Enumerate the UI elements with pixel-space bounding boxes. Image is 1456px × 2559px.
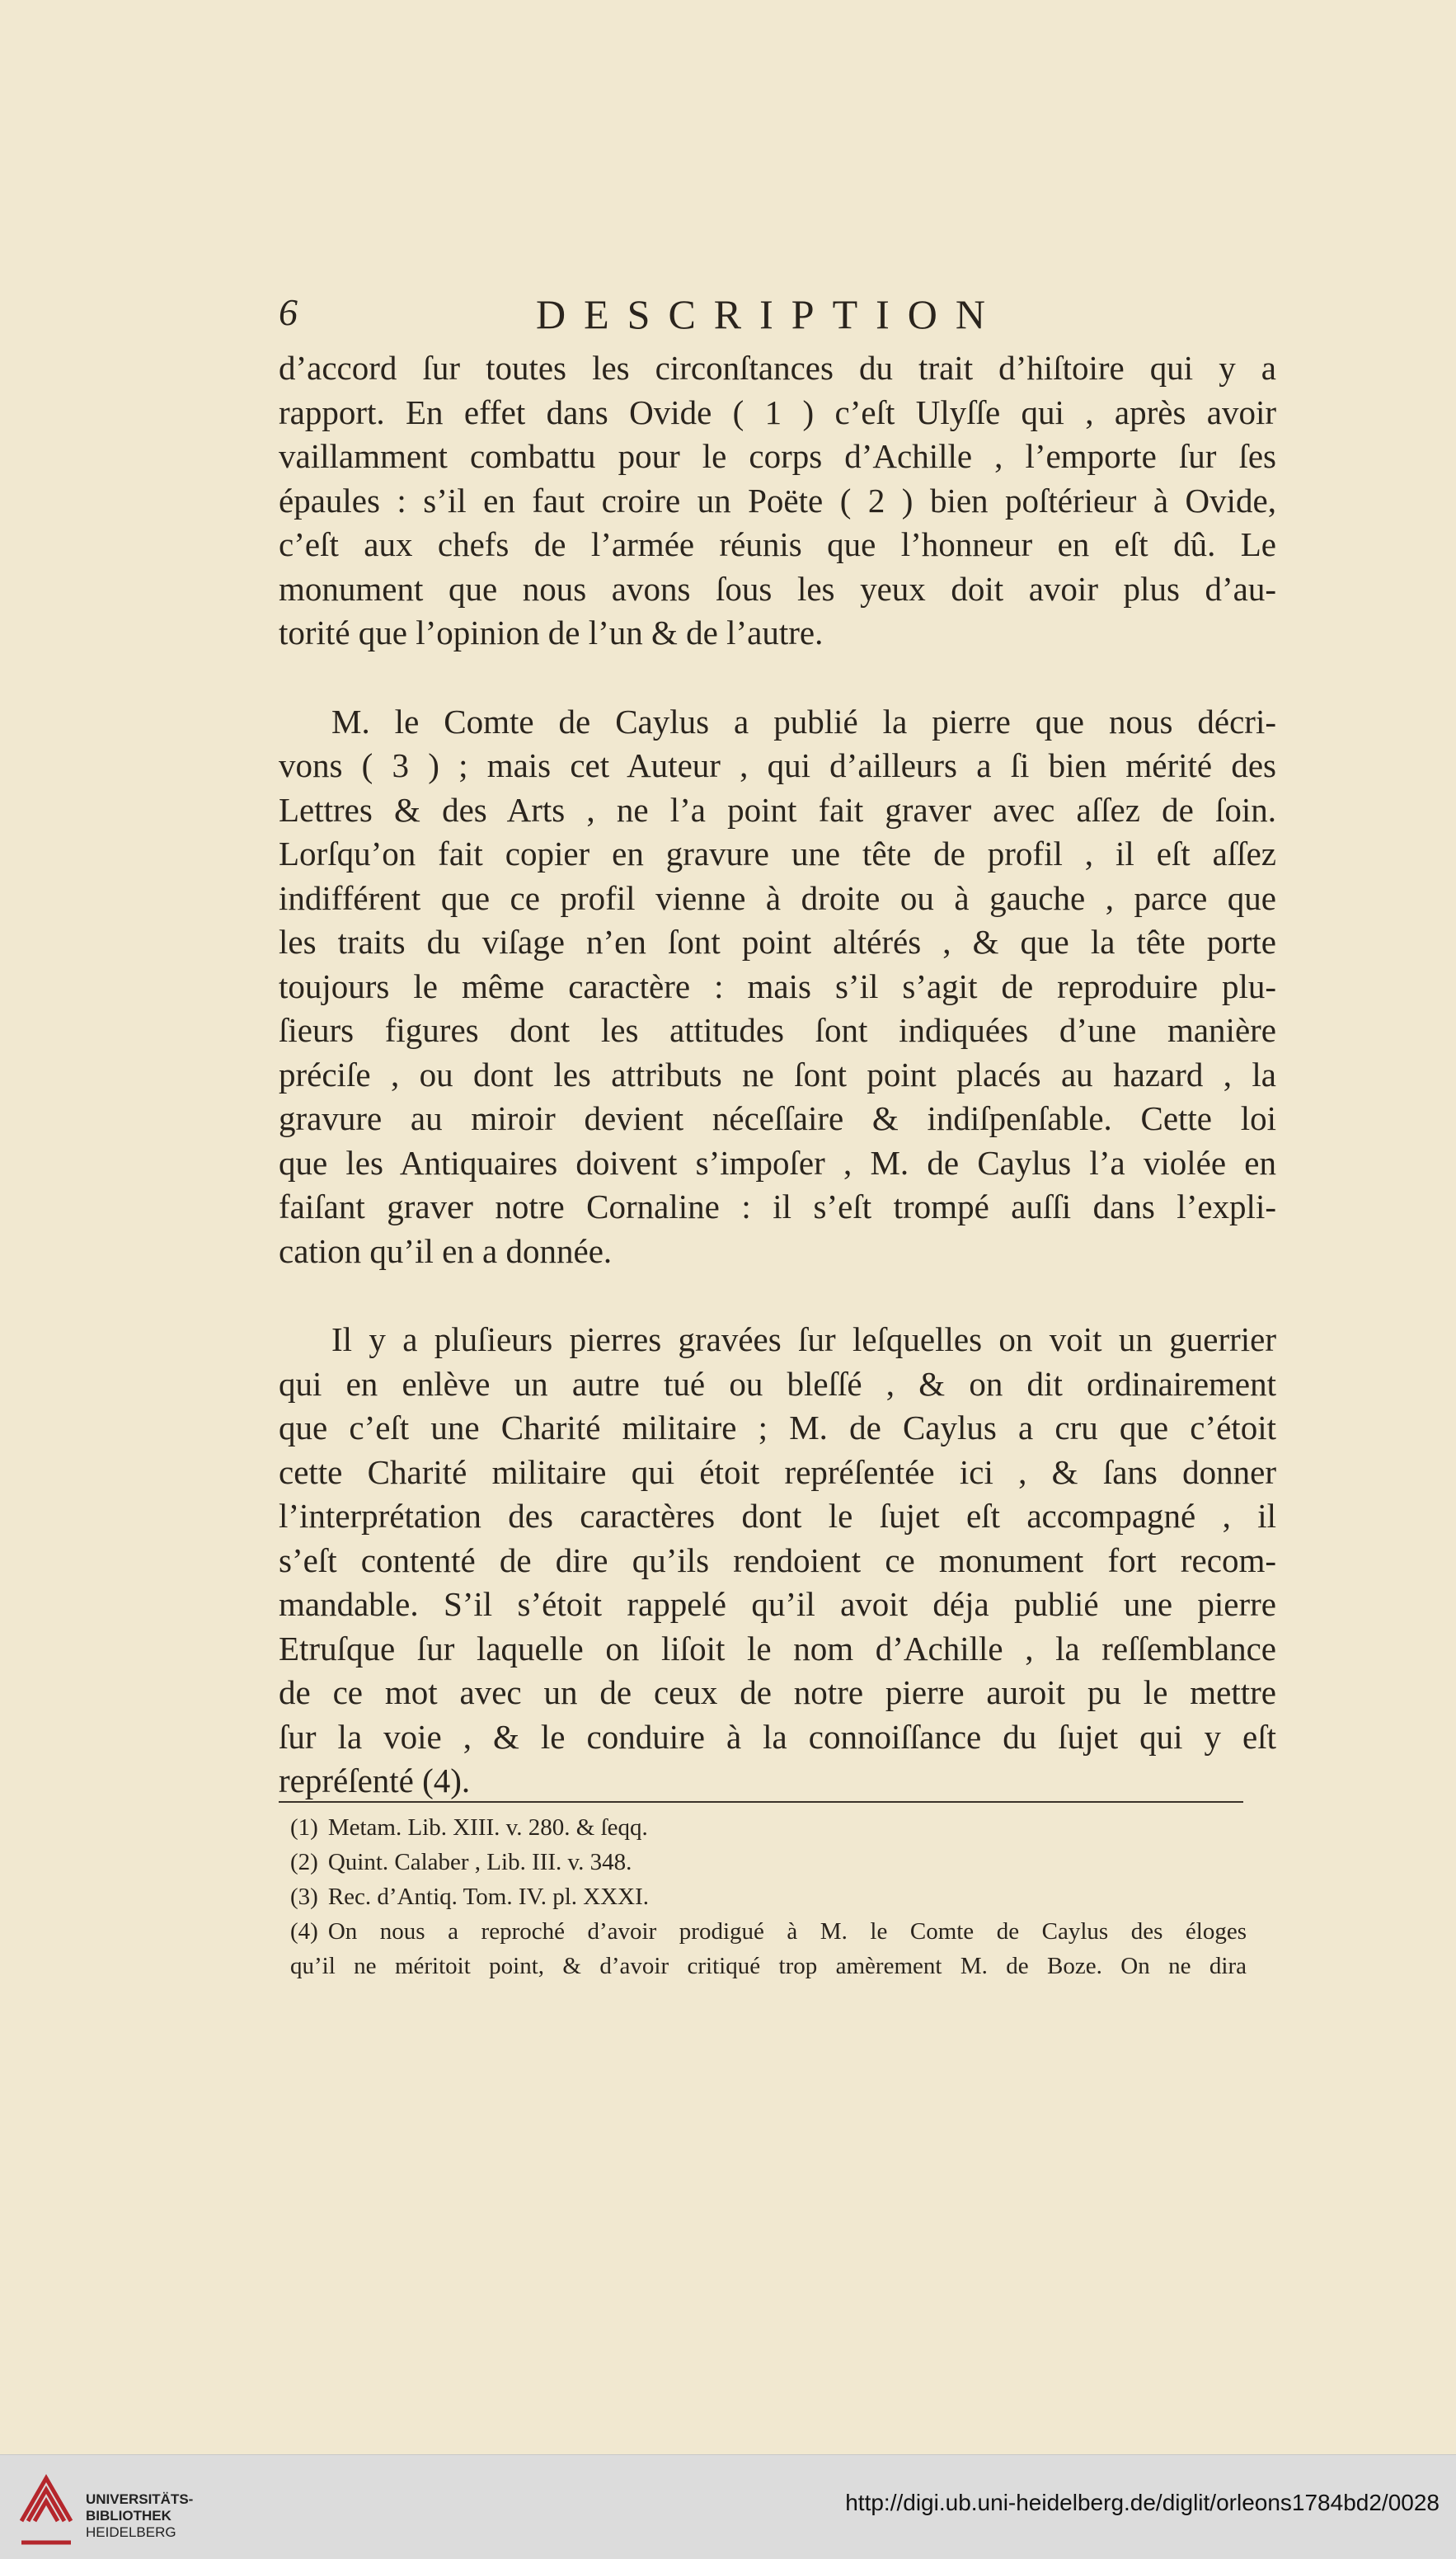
text-line: les traits du viſage n’en ſont point altérés , & que la tête porte <box>279 923 1276 961</box>
library-line: BIBLIOTHEK <box>86 2508 171 2524</box>
text-line: s’eſt contenté de dire qu’ils rendoient ce monument fort recom- <box>279 1541 1276 1579</box>
text-line: toujours le même caractère : mais s’il s’agit de reproduire plu- <box>279 967 1276 1005</box>
footnote-label: (3) <box>290 1884 318 1910</box>
text-line: de ce mot avec un de ceux de notre pierre auroit pu le mettre <box>279 1673 1276 1711</box>
footnote-text: Metam. Lib. XIII. v. 280. & ſeqq. <box>327 1814 648 1841</box>
text-line: cette Charité militaire qui étoit repréſentée ici , & ſans donner <box>279 1452 1276 1491</box>
footnote <box>290 1879 1247 1914</box>
footnote-text: qu’il ne méritoit point, & d’avoir critiqué trop amèrement M. de Boze. On ne dira <box>290 1953 1247 1979</box>
footnote-text: Quint. Calaber , Lib. III. v. 348. <box>327 1849 632 1875</box>
footnote-text: Rec. d’Antiq. Tom. IV. pl. XXXI. <box>327 1884 650 1910</box>
text-line: mandable. S’il s’étoit rappelé qu’il avoit déja publié une pierre <box>279 1585 1276 1623</box>
page-number: 6 <box>279 291 298 333</box>
text-line: qui en enlève un autre tué ou bleſſé , & on dit ordinairement <box>279 1364 1276 1403</box>
library-line: UNIVERSITÄTS- <box>86 2491 194 2507</box>
text-line: préciſe , ou dont les attributs ne ſont point placés au hazard , la <box>279 1055 1276 1094</box>
paragraph-1 <box>279 346 1276 656</box>
text-line: faiſant graver notre Cornaline : il s’eſt trompé auſſi dans l’expli- <box>279 1188 1276 1225</box>
text-line: l’interprétation des caractères dont le ſujet eſt accompagné , il <box>279 1497 1276 1535</box>
text-line: Lettres & des Arts , ne l’a point fait graver avec aſſez de ſoin. <box>279 790 1276 829</box>
text-line: vons ( 3 ) ; mais cet Auteur , qui d’ailleurs a ſi bien mérité des <box>279 746 1276 784</box>
text-line: c’eſt aux chefs de l’armée réunis que l’honneur en eſt dû. Le <box>279 525 1276 563</box>
footnote-label: (2) <box>290 1849 318 1875</box>
footnote-rule <box>279 1801 1243 1803</box>
text-line: que c’eſt une Charité militaire ; M. de Caylus a cru que c’étoit <box>279 1409 1276 1446</box>
footnote-label: (1) <box>290 1814 318 1841</box>
text-line: d’accord ſur toutes les circonſtances du trait d’hiſtoire qui y a <box>279 349 1276 387</box>
text-line: Lorſqu’on fait copier en gravure une tête de profil , il eſt aſſez <box>279 835 1276 873</box>
footnote-text: On nous a reproché d’avoir prodigué à M. le Comte de Caylus des éloges <box>327 1918 1247 1945</box>
text-line: torité que l’opinion de l’un & de l’autre. <box>279 614 824 652</box>
library-name <box>86 2491 193 2541</box>
text-line: ſur la voie , & le conduire à la connoiſſance du ſujet qui y eſt <box>279 1717 1276 1756</box>
text-line: Il y a pluſieurs pierres gravées ſur leſquelles on voit un guerrier <box>331 1320 1276 1358</box>
running-header <box>279 290 1276 348</box>
running-title: DESCRIPTION <box>536 291 1004 337</box>
text-line: repréſenté (4). <box>279 1762 471 1799</box>
text-line: épaules : s’il en faut croire un Poëte ( 2 ) bien poſtérieur à Ovide, <box>279 481 1276 520</box>
viewer-footer <box>0 2454 1456 2559</box>
text-line: vaillamment combattu pour le corps d’Achille , l’emporte ſur ſes <box>279 437 1276 475</box>
text-line: cation qu’il en a donnée. <box>279 1231 613 1270</box>
text-line: monument que nous avons ſous les yeux doit avoir plus d’au- <box>279 569 1276 608</box>
paragraph-2 <box>279 700 1276 1274</box>
footnote-continuation <box>290 1949 1247 1983</box>
footnote <box>290 1914 1247 1949</box>
permalink-url[interactable]: http://digi.ub.uni-heidelberg.de/diglit/orleons1784bd2/0028 <box>845 2490 1440 2515</box>
text-line: Etruſque ſur laquelle on liſoit le nom d’Achille , la reſſemblance <box>279 1629 1276 1668</box>
footnote-label: (4) <box>290 1918 318 1945</box>
paragraph-3 <box>279 1318 1276 1804</box>
footnotes <box>290 1810 1247 1983</box>
text-line: gravure au miroir devient néceſſaire & indiſpenſable. Cette loi <box>279 1099 1276 1137</box>
library-logo-icon <box>16 2472 76 2547</box>
text-line: que les Antiquaires doivent s’impoſer , M. de Caylus l’a violée en <box>279 1143 1276 1182</box>
body-text <box>279 346 1276 1804</box>
text-line: rapport. En effet dans Ovide ( 1 ) c’eſt Ulyſſe qui , après avoir <box>279 393 1276 431</box>
text-line: M. le Comte de Caylus a publié la pierre que nous décri- <box>331 702 1276 741</box>
library-line: HEIDELBERG <box>86 2524 176 2540</box>
text-line: ſieurs figures dont les attitudes ſont indiquées d’une manière <box>279 1011 1276 1049</box>
text-line: indifférent que ce profil vienne à droite ou à gauche , parce que <box>279 878 1276 917</box>
footnote <box>290 1845 1247 1879</box>
footnote <box>290 1810 1247 1845</box>
